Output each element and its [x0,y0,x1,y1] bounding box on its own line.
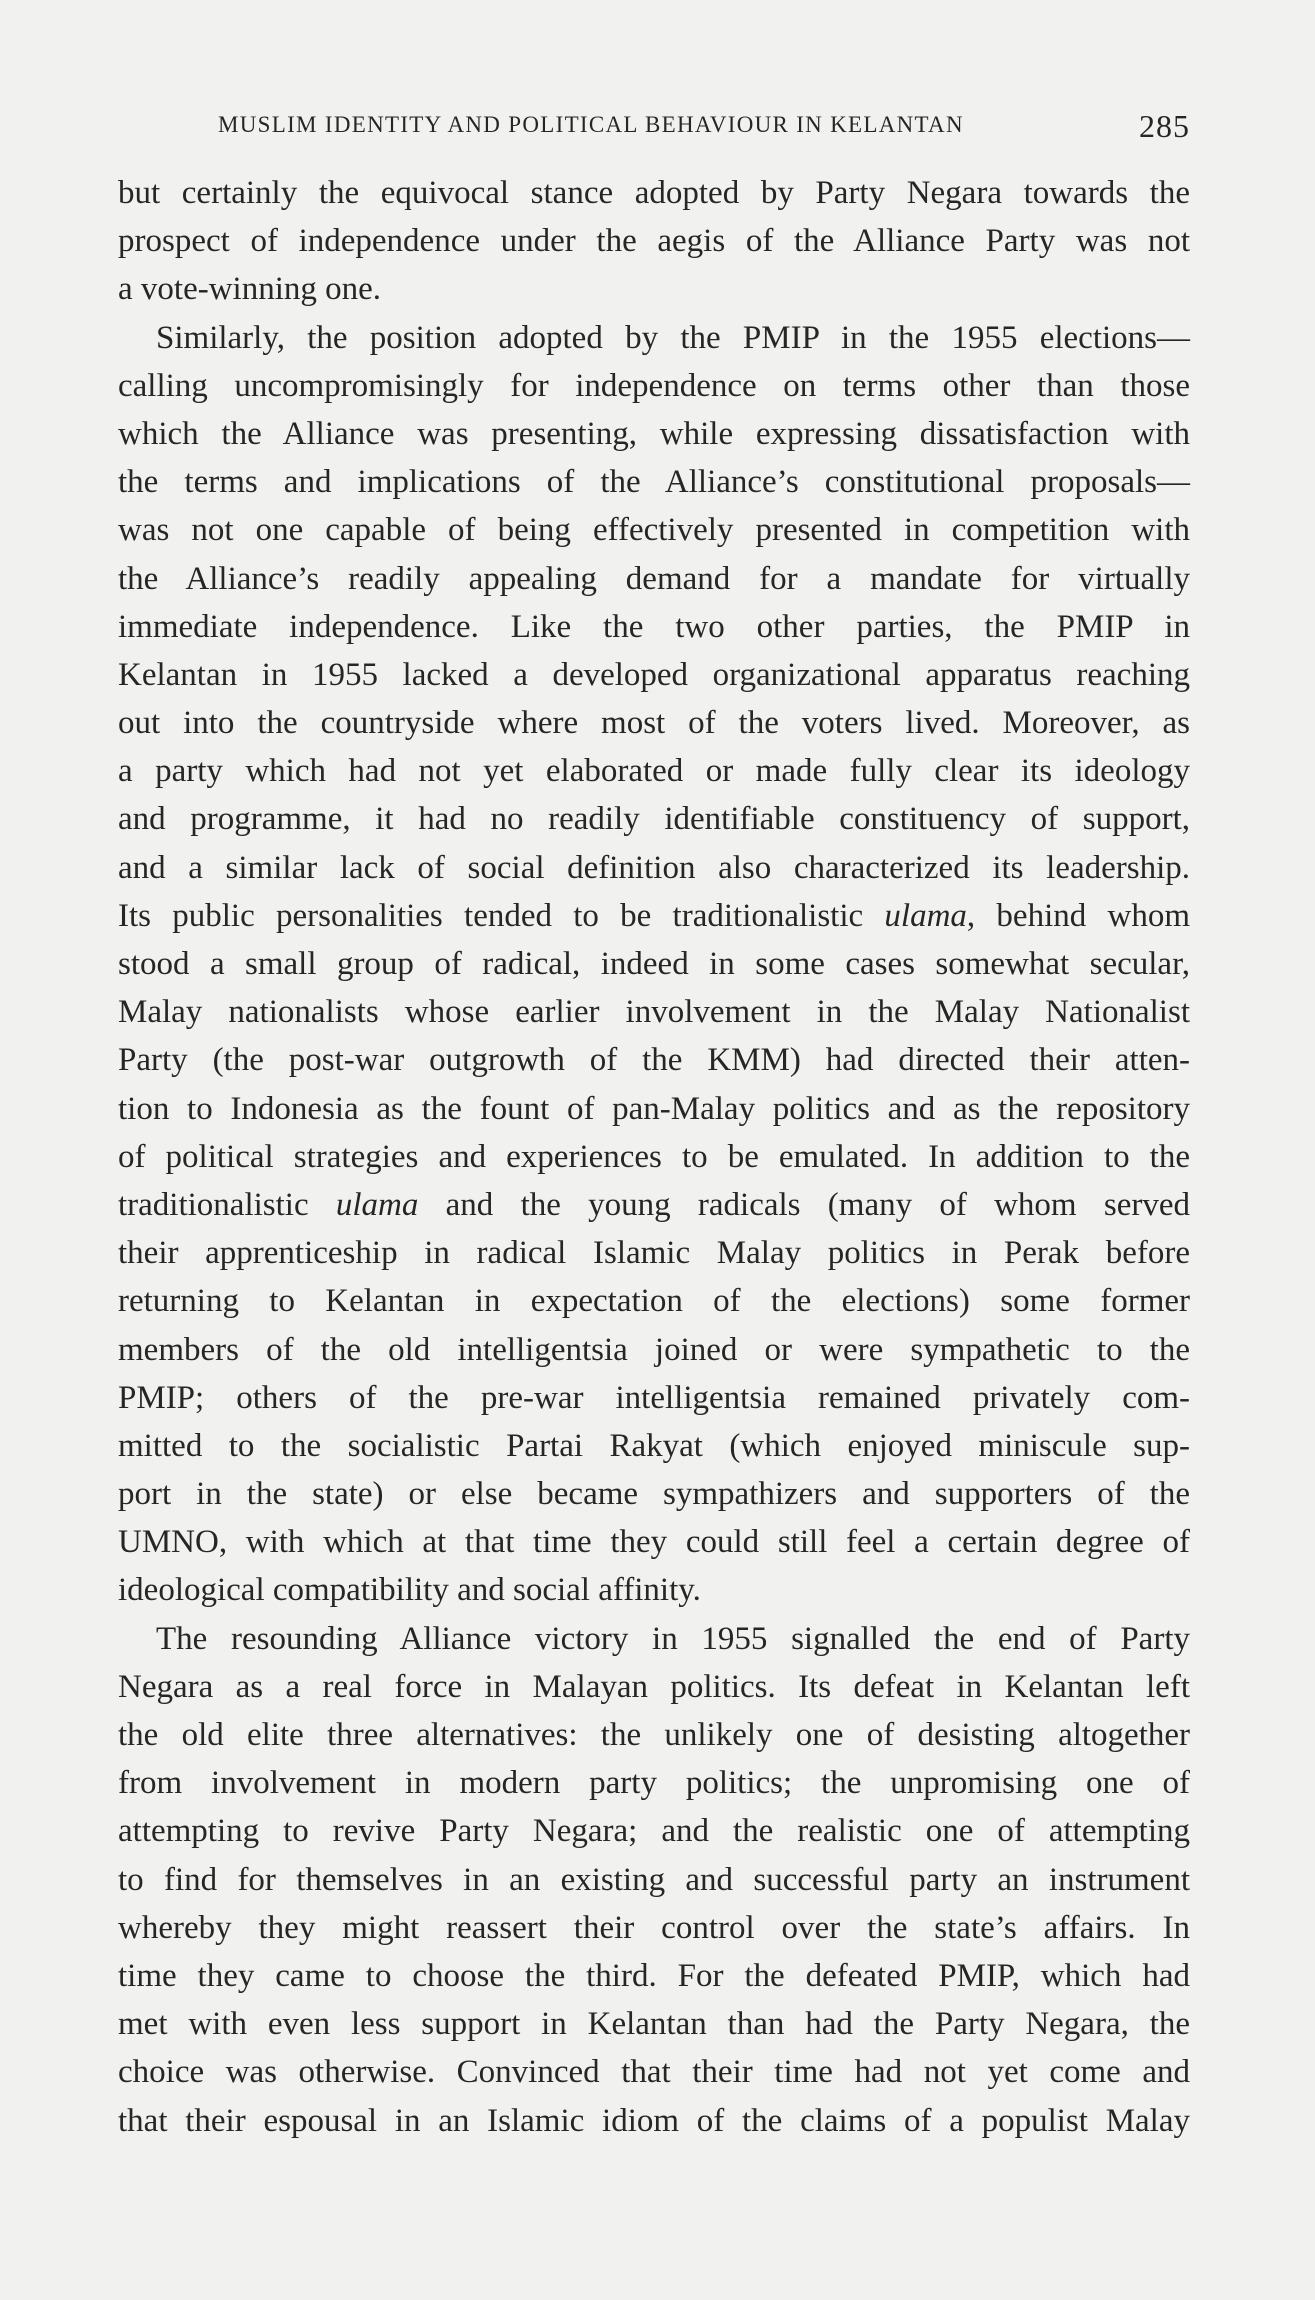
text-line: and a similar lack of social definition also characterized its leadership. [118,849,1190,886]
text-segment: Its public personalities tended to be traditionalistic [118,897,885,934]
text-line: was not one capable of being effectively presented in competition with [118,512,1190,549]
text-line: their apprenticeship in radical Islamic Malay politics in Perak before [118,1235,1190,1272]
text-segment: , behind whom [966,897,1190,934]
text-line [118,1181,1190,1229]
text-line: Malay nationalists whose earlier involvement in the Malay Nationalist [118,994,1190,1031]
text-line: out into the countryside where most of the voters lived. Moreover, as [118,705,1190,742]
text-line: met with even less support in Kelantan than had the Party Negara, the [118,2006,1190,2043]
text-line: the old elite three alternatives: the unlikely one of desisting altogether [118,1717,1190,1753]
text-line: the terms and implications of the Alliance’s constitutional proposals— [118,464,1190,501]
page-number: 285 [1139,108,1190,144]
text-line: choice was otherwise. Convinced that their time had not yet come and [118,2054,1190,2091]
text-segment: and the young radicals (many of whom served [418,1186,1190,1223]
text-line [118,892,1190,940]
paragraph [118,314,1190,1615]
text-line: stood a small group of radical, indeed in some cases somewhat secular, [118,946,1190,982]
text-line: of political strategies and experiences to be emulated. In addition to the [118,1138,1190,1175]
text-line: Similarly, the position adopted by the PMIP in the 1955 elections— [156,319,1190,356]
text-line: immediate independence. Like the two other parties, the PMIP in [118,608,1190,645]
text-line: ideological compatibility and social affinity. [118,1572,701,1609]
paragraph [118,169,1190,314]
text-line: mitted to the socialistic Partai Rakyat (which enjoyed miniscule sup- [118,1427,1190,1464]
text-line: from involvement in modern party politics; the unpromising one of [118,1765,1190,1802]
text-line: that their espousal in an Islamic idiom of the claims of a populist Malay [118,2102,1190,2139]
italic-term: ulama [884,897,967,934]
text-segment: traditionalistic [118,1186,336,1223]
text-line: UMNO, with which at that time they could still feel a certain degree of [118,1524,1190,1561]
text-line: Kelantan in 1955 lacked a developed organizational apparatus reaching [118,656,1190,693]
text-line: whereby they might reassert their control over the state’s affairs. In [118,1909,1190,1946]
text-line: returning to Kelantan in expectation of the elections) some former [118,1283,1190,1320]
text-line: a party which had not yet elaborated or made fully clear its ideology [118,753,1190,790]
text-line: to find for themselves in an existing and successful party an instrument [118,1861,1190,1898]
text-line: prospect of independence under the aegis of the Alliance Party was not [118,223,1190,260]
body-text [118,169,1190,2145]
italic-term: ulama [335,1186,419,1223]
page-header [118,108,1190,148]
text-line: but certainly the equivocal stance adopted by Party Negara towards the [118,175,1190,211]
text-line: a vote-winning one. [118,271,382,308]
text-line: port in the state) or else became sympathizers and supporters of the [118,1476,1190,1513]
text-line: and programme, it had no readily identifiable constituency of support, [118,801,1190,838]
paragraph [118,1615,1190,2145]
text-line: PMIP; others of the pre-war intelligentsia remained privately com- [118,1379,1190,1416]
text-line: Negara as a real force in Malayan politics. Its defeat in Kelantan left [118,1668,1190,1705]
text-line: which the Alliance was presenting, while expressing dissatisfaction with [118,415,1190,452]
text-line: members of the old intelligentsia joined or were sympathetic to the [118,1331,1190,1368]
text-line: tion to Indonesia as the fount of pan-Malay politics and as the repository [118,1090,1190,1127]
text-line: time they came to choose the third. For the defeated PMIP, which had [118,1957,1190,1994]
running-head: MUSLIM IDENTITY AND POLITICAL BEHAVIOUR IN KELANTAN [218,112,964,137]
text-line: the Alliance’s readily appealing demand for a mandate for virtually [118,560,1190,597]
text-line: Party (the post-war outgrowth of the KMM) had directed their atten- [118,1042,1190,1079]
text-line: The resounding Alliance victory in 1955 signalled the end of Party [156,1620,1190,1657]
text-line: attempting to revive Party Negara; and the realistic one of attempting [118,1813,1190,1850]
text-line: calling uncompromisingly for independence on terms other than those [118,367,1190,404]
